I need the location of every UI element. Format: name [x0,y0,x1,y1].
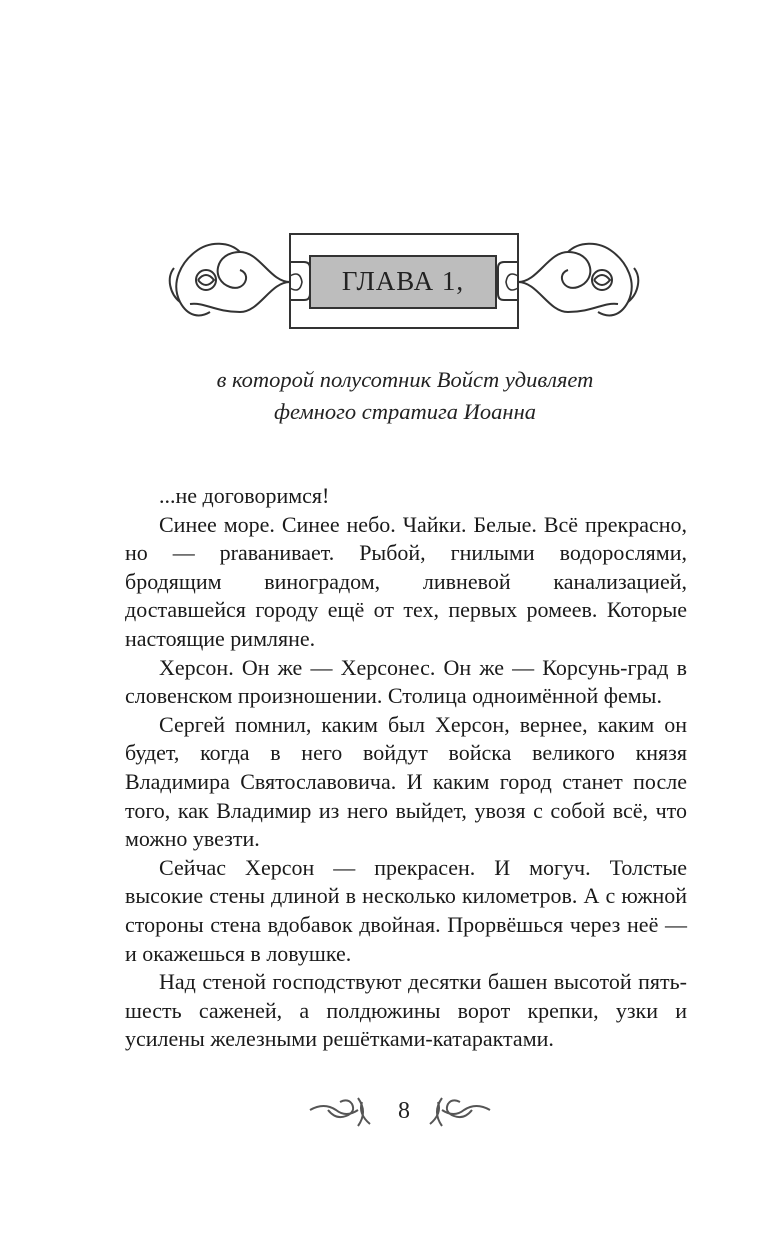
subtitle-line: в которой полусотник Войст удивляет [216,367,594,392]
subtitle-line: фемного стратига Иоанна [273,399,537,424]
paragraph: Сергей помнил, каким был Херсон, вернее, каким он будет, когда в него войдут войска великого князя Владимира Святославовича. И каким город станет после того, как Владимир из него выйдет, увозя с собой всё, что можно увезти. [125,711,687,852]
page-number: 8 [398,1098,410,1124]
paragraph: Сейчас Херсон — прекрасен. И могуч. Толстые высокие стены длиной в несколько километров. А с южной стороны стена вдобавок двойная. Прорвёшься через неё — и окажешься в ловушке. [125,854,687,966]
paragraph: Синее море. Синее небо. Чайки. Белые. Всё прекрасно, но — praванивает. Рыбой, гнилыми водорослями, бродящим виноградом, ливневой канализацией, доставшейся городу ещё от тех, первых ромеев. Которые настоящие римляне. [125,511,687,651]
chapter-subtitle [120,364,690,428]
paragraph: ...не договоримся! [159,483,330,508]
paragraph: Над стеной господствуют десятки башен высотой пять-шесть саженей, а полдюжины ворот крепки, узки и усилены железными решётками-катарактами. [125,969,687,1052]
paragraph: Херсон. Он же — Херсонес. Он же — Корсунь-град в словенском произношении. Столица одноимённой фемы. [125,654,687,709]
chapter-title: ГЛАВА 1, [341,265,465,296]
body-text [125,482,687,1054]
